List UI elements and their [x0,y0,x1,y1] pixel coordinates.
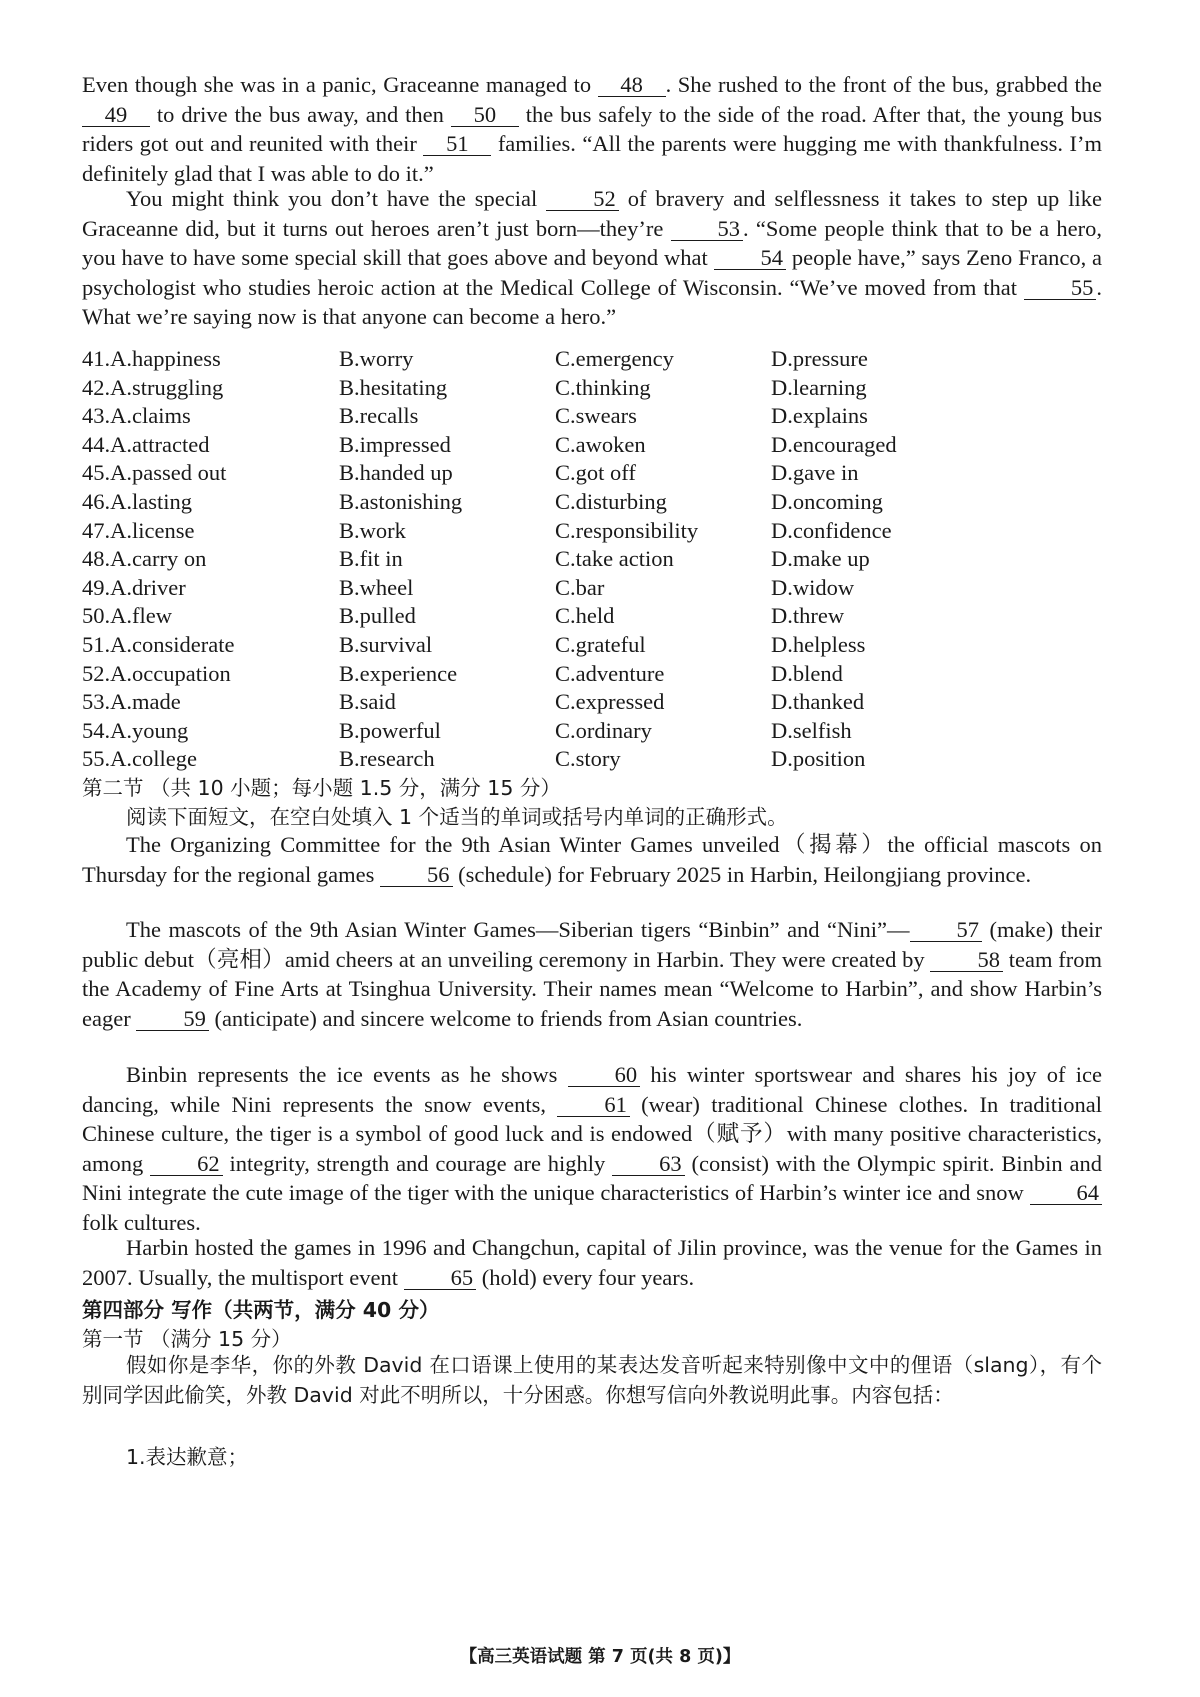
passage-text: . “Some people think that to be a hero, you have to have some special skill that goes above and beyond what [82,215,1102,270]
option-c: C.held [555,603,615,629]
option-d: D.widow [771,574,855,600]
option-b: B.experience [339,660,458,686]
passage-paragraph [82,184,1102,332]
option-a: 52.A.occupation [82,660,231,686]
option-c: C.swears [555,403,637,429]
passage-text: people have,” says Zeno Franco, a psychologist who studies heroic action at the Medical College of Wisconsin. “We’ve moved from that [82,245,1102,300]
option-c: C.expressed [555,689,665,715]
option-d: D.pressure [771,346,868,371]
answer-blank[interactable]: 50 [451,104,519,127]
answer-blank[interactable]: 62 [150,1153,223,1176]
passage-text: Even though she was in a panic, Graceanne managed to [82,72,598,97]
option-d: D.blend [771,660,843,686]
option-a: 53.A.made [82,689,181,715]
passage-text: (make) their public debut（亮相）amid cheers at an unveiling ceremony in Harbin. They were created by [82,917,1102,972]
option-b: B.wheel [339,574,414,600]
part-4-section-1-heading: 第一节 （满分 15 分） [82,1327,292,1351]
option-d: D.selfish [771,717,852,743]
option-d: D.thanked [771,689,865,715]
passage-text: You might think you don’t have the special [126,186,547,211]
passage-text: team from the Academy of Fine Arts at Tsinghua University. Their names mean “Welcome to Harbin”, and show Harbin’s eager [82,946,1102,1031]
option-c: C.awoken [555,431,646,457]
option-c: C.responsibility [555,517,699,543]
passage-text: Harbin hosted the games in 1996 and Changchun, capital of Jilin province, was the venue for the Games in 2007. Usually, the multisport event [82,1235,1102,1290]
option-d: D.encouraged [771,431,897,457]
option-a: 45.A.passed out [82,460,227,486]
option-a: 51.A.considerate [82,632,235,657]
option-a: 50.A.flew [82,603,172,629]
option-c: C.adventure [555,660,665,686]
option-c: C.ordinary [555,717,652,743]
option-a: 55.A.college [82,746,197,772]
option-c: C.got off [555,460,636,486]
answer-blank[interactable]: 54 [714,247,787,270]
answer-blank[interactable]: 59 [136,1008,209,1031]
option-d: D.confidence [771,517,892,543]
section-2-instruction: 阅读下面短文，在空白处填入 1 个适当的单词或括号内单词的正确形式。 [126,805,788,829]
answer-blank[interactable]: 52 [546,188,619,211]
passage-text: the bus safely to the side of the road. After that, the young bus riders got out and reunited with their [82,101,1103,156]
writing-prompt: 假如你是李华，你的外教 David 在口语课上使用的某表达发音听起来特别像中文中的俚语（slang），有个别同学因此偷笑，外教 David 对此不明所以，十分困惑。你想写信向外教说明此事。内容包括： [82,1353,1102,1407]
passage-text: to drive the bus away, and then [150,101,451,127]
option-b: B.astonishing [339,489,463,514]
option-b: B.hesitating [339,374,448,400]
option-a: 44.A.attracted [82,431,210,457]
passage-paragraph [82,70,1102,188]
option-c: C.take action [555,546,674,572]
option-b: B.work [339,517,406,543]
option-b: B.recalls [339,403,419,429]
option-a: 48.A.carry on [82,546,207,572]
writing-point-1: 1.表达歉意； [126,1445,249,1469]
option-a: 47.A.license [82,517,195,543]
passage-text: his winter sportswear and shares his joy of ice dancing, while Nini represents the snow events, [82,1062,1102,1117]
option-c: C.thinking [555,374,651,400]
option-c: C.grateful [555,632,646,657]
option-b: B.fit in [339,546,403,572]
passage-text: (anticipate) and sincere welcome to friends from Asian countries. [208,1005,803,1031]
answer-blank[interactable]: 56 [380,864,453,887]
passage-text: integrity, strength and courage are highly [222,1150,613,1176]
passage-text: (wear) traditional Chinese clothes. In traditional Chinese culture, the tiger is a symbol of good luck and is endowed（赋予）with many positive characteristics, among [82,1091,1102,1176]
answer-blank[interactable]: 55 [1024,277,1097,300]
mascot-paragraph-2 [82,915,1102,1033]
mascot-paragraph-1 [82,830,1102,889]
option-d: D.explains [771,403,868,429]
passage-text: The mascots of the 9th Asian Winter Games—Siberian tigers “Binbin” and “Nini”— [126,917,910,942]
option-c: C.emergency [555,346,674,371]
option-d: D.gave in [771,460,859,486]
option-d: D.make up [771,546,870,572]
answer-blank[interactable]: 65 [404,1267,477,1290]
section-2-heading: 第二节 （共 10 小题；每小题 1.5 分，满分 15 分） [82,776,561,800]
answer-blank[interactable]: 60 [568,1064,641,1087]
option-c: C.story [555,746,621,772]
answer-blank[interactable]: 58 [930,949,1003,972]
answer-blank[interactable]: 49 [82,104,150,127]
answer-blank[interactable]: 61 [557,1094,630,1117]
option-b: B.powerful [339,717,441,743]
option-c: C.disturbing [555,489,667,514]
option-c: C.bar [555,574,605,600]
option-d: D.helpless [771,632,866,657]
option-d: D.learning [771,374,867,400]
answer-blank[interactable]: 51 [423,133,491,156]
passage-text: (hold) every four years. [476,1264,695,1290]
option-b: B.survival [339,632,433,657]
passage-text: (consist) with the Olympic spirit. Binbin and Nini integrate the cute image of the tiger with the unique characteristics of Harbin’s winter ice and snow [82,1150,1102,1205]
option-b: B.impressed [339,431,451,457]
option-d: D.position [771,746,866,772]
part-4-heading: 第四部分 写作（共两节，满分 40 分） [82,1298,440,1322]
answer-blank[interactable]: 53 [671,218,744,241]
passage-text: Binbin represents the ice events as he shows [126,1062,568,1087]
passage-text: families. “All the parents were hugging me with thankfulness. I’m definitely glad that I was able to do it.” [82,131,1102,186]
passage-text: . What we’re saying now is that anyone can become a hero.” [82,274,1102,329]
option-b: B.handed up [339,460,453,486]
option-b: B.worry [339,346,414,371]
passage-text: (schedule) for February 2025 in Harbin, Heilongjiang province. [452,861,1032,887]
mascot-paragraph-3 [82,1060,1102,1237]
page-footer: 【高三英语试题 第 7 页(共 8 页)】 [459,1647,741,1667]
answer-blank[interactable]: 57 [910,919,983,942]
option-a: 49.A.driver [82,574,186,600]
option-a: 41.A.happiness [82,346,221,371]
passage-text: folk cultures. [82,1209,201,1235]
answer-blank[interactable]: 48 [598,74,666,97]
mascot-paragraph-4 [82,1233,1102,1292]
option-b: B.research [339,746,435,772]
option-a: 42.A.struggling [82,374,224,400]
passage-text: . She rushed to the front of the bus, grabbed the [665,72,1102,97]
answer-blank[interactable]: 64 [1030,1182,1103,1205]
option-d: D.threw [771,603,845,629]
option-a: 46.A.lasting [82,489,192,514]
answer-blank[interactable]: 63 [612,1153,685,1176]
passage-text: The Organizing Committee for the 9th Asian Winter Games unveiled（揭幕）the official mascots on Thursday for the regional games [82,832,1102,887]
option-b: B.said [339,689,396,715]
option-a: 43.A.claims [82,403,191,429]
passage-text: of bravery and selflessness it takes to step up like Graceanne did, but it turns out heroes aren’t just born—they’re [82,186,1103,241]
option-d: D.oncoming [771,489,883,514]
option-a: 54.A.young [82,717,189,743]
option-b: B.pulled [339,603,416,629]
